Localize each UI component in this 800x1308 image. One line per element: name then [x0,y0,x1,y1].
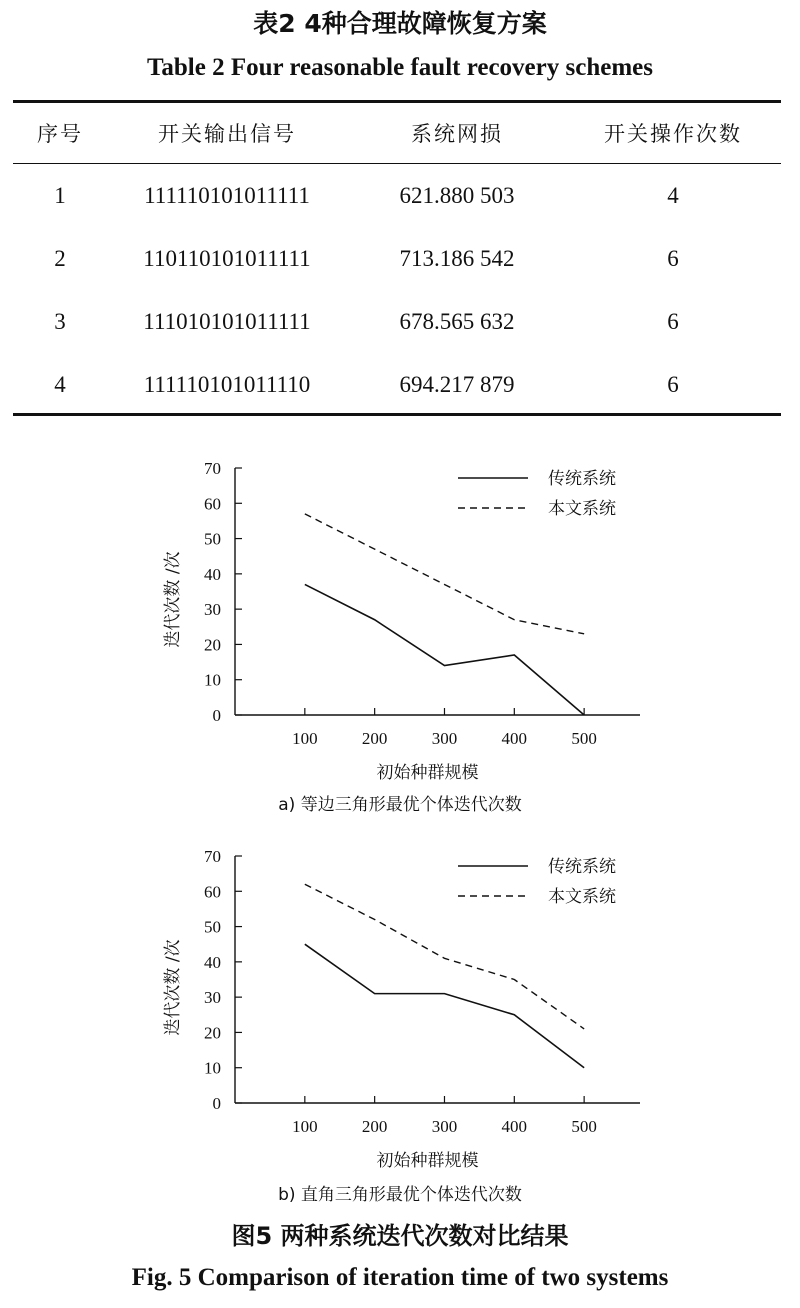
table-cell: 111010101011111 [143,309,311,334]
figure-caption-cn: 图5 两种系统迭代次数对比结果 [231,1222,569,1250]
chart-a-svg [0,450,800,795]
table-cell: 694.217 879 [399,372,515,397]
x-tick-label: 100 [292,1117,318,1136]
x-tick-label: 100 [292,729,318,748]
y-tick-label: 0 [212,706,221,725]
table-cell: 713.186 542 [399,246,515,271]
x-tick-label: 500 [571,729,597,748]
table-cell: 6 [667,309,679,334]
y-tick-label: 50 [204,917,221,937]
y-tick-label: 20 [204,635,221,655]
table-cell: 621.880 503 [399,183,515,208]
y-axis-label: 迭代次数 /次 [163,939,183,1036]
y-axis-label: 迭代次数 /次 [163,551,183,648]
table-cell: 4 [667,183,679,208]
y-tick-label: 10 [204,670,221,690]
y-tick-label: 50 [204,529,221,549]
table-header-rule [13,163,781,164]
table-cell: 6 [667,246,679,271]
chart-a [0,450,800,795]
series-line-proposed [305,884,584,1029]
series-line-proposed [305,514,584,634]
x-tick-label: 400 [501,729,528,748]
table-top-rule [13,100,781,103]
series-line-traditional [305,944,584,1067]
table-header-network-loss: 系统网损 [411,122,503,146]
y-tick-label: 30 [204,988,221,1008]
x-tick-label: 200 [361,1117,388,1136]
legend-label: 传统系统 [548,857,616,877]
table-header-switch-operations: 开关操作次数 [604,122,742,146]
table-cell: 678.565 632 [399,309,515,334]
y-tick-label: 40 [204,952,221,972]
table-cell: 4 [54,372,66,397]
table-bottom-rule [13,413,781,416]
y-tick-label: 30 [204,600,221,620]
y-tick-label: 70 [204,847,221,866]
table-cell: 110110101011111 [143,246,311,271]
chart-b [0,838,800,1183]
x-tick-label: 200 [361,729,388,748]
table-cell: 111110101011110 [143,372,311,397]
y-tick-label: 20 [204,1023,221,1043]
y-tick-label: 70 [204,459,221,478]
y-tick-label: 0 [212,1094,221,1113]
y-tick-label: 60 [204,882,221,902]
chart-b-caption: b) 直角三角形最优个体迭代次数 [278,1185,522,1205]
table-cell: 3 [54,309,66,334]
chart-b-svg [0,838,800,1183]
table-cell: 111110101011111 [144,183,310,208]
table-title-en: Table 2 Four reasonable fault recovery schemes [147,54,653,81]
table-title-cn: 表2 4种合理故障恢复方案 [253,9,547,38]
legend-label: 传统系统 [548,469,616,489]
x-tick-label: 300 [431,729,458,748]
legend-label: 本文系统 [548,499,616,519]
x-tick-label: 500 [571,1117,597,1136]
x-tick-label: 400 [501,1117,528,1136]
table-cell: 6 [667,372,679,397]
y-tick-label: 40 [204,564,221,584]
table-cell: 2 [54,246,66,271]
table-cell: 1 [54,183,66,208]
chart-a-caption: a) 等边三角形最优个体迭代次数 [278,795,522,815]
table-header-index: 序号 [37,122,83,146]
x-axis-label: 初始种群规模 [376,763,479,783]
y-tick-label: 10 [204,1058,221,1078]
x-tick-label: 300 [431,1117,458,1136]
figure-caption-en: Fig. 5 Comparison of iteration time of two systems [131,1264,669,1291]
x-axis-label: 初始种群规模 [376,1151,479,1171]
series-line-traditional [305,584,584,715]
table-header-switch-signal: 开关输出信号 [158,122,296,146]
legend-label: 本文系统 [548,887,616,907]
y-tick-label: 60 [204,494,221,514]
